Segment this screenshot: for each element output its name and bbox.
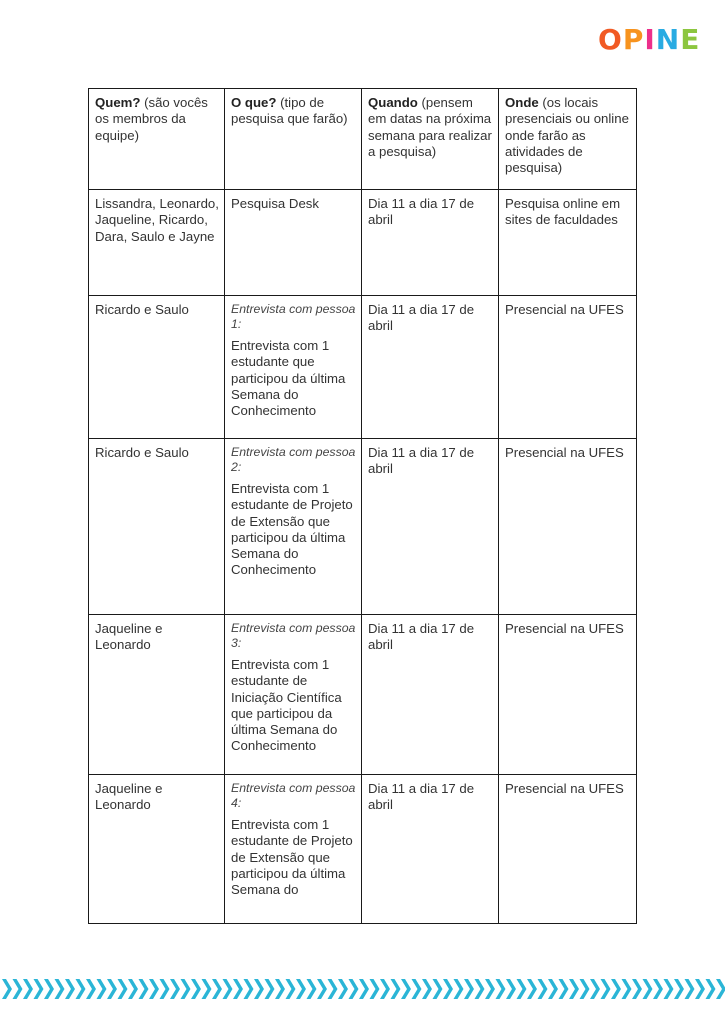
border-leaf-shape <box>601 979 611 999</box>
border-leaf-shape <box>233 979 243 999</box>
cell-oque-label: Entrevista com pessoa 4: <box>231 781 356 810</box>
border-leaf-shape <box>685 979 695 999</box>
border-leaf-shape <box>160 979 170 999</box>
cell-oque <box>225 615 362 775</box>
border-leaf-shape <box>97 979 107 999</box>
border-leaf-shape <box>212 979 222 999</box>
border-leaf-shape <box>202 979 212 999</box>
opine-logo <box>598 24 700 54</box>
border-leaf-shape <box>569 979 579 999</box>
cell-quando: Dia 11 a dia 17 de abril <box>362 775 499 924</box>
border-leaf-shape <box>527 979 537 999</box>
border-leaf-shape <box>107 979 117 999</box>
cell-quando: Dia 11 a dia 17 de abril <box>362 296 499 439</box>
border-leaf-shape <box>254 979 264 999</box>
border-leaf-shape <box>391 979 401 999</box>
border-leaf-shape <box>590 979 600 999</box>
border-leaf-shape <box>317 979 327 999</box>
cell-oque <box>225 190 362 296</box>
border-leaf-shape <box>13 979 23 999</box>
border-leaf-shape <box>370 979 380 999</box>
border-leaf-shape <box>86 979 96 999</box>
border-leaf-shape <box>44 979 54 999</box>
border-leaf-shape <box>580 979 590 999</box>
logo-letter-n: N <box>655 22 681 56</box>
cell-quem: Lissandra, Leonardo, Jaqueline, Ricardo, Dara, Saulo e Jayne <box>89 190 225 296</box>
border-leaf-shape <box>517 979 527 999</box>
border-leaf-shape <box>443 979 453 999</box>
logo-letter-o: O <box>598 22 623 56</box>
border-leaf-shape <box>181 979 191 999</box>
border-leaf-shape <box>307 979 317 999</box>
cell-oque-label: Entrevista com pessoa 2: <box>231 445 356 474</box>
border-leaf-shape <box>244 979 254 999</box>
header-quando-bold: Quando <box>368 95 418 110</box>
header-quando-rest: (pensem em datas na próxima semana para realizar a pesquisa) <box>368 95 492 159</box>
border-leaf-shape <box>23 979 33 999</box>
cell-oque-text: Entrevista com 1 estudante que participou da última Semana do Conhecimento <box>231 338 346 419</box>
border-leaf-shape <box>191 979 201 999</box>
border-leaf-shape <box>359 979 369 999</box>
logo-letter-e: E <box>680 22 701 56</box>
border-leaf-shape <box>65 979 75 999</box>
cell-onde: Presencial na UFES <box>499 615 637 775</box>
header-oque-rest: (tipo de pesquisa que farão) <box>231 95 348 127</box>
table-row <box>89 190 637 296</box>
decorative-footer-border <box>0 976 725 1002</box>
header-oque-bold: O que? <box>231 95 277 110</box>
header-quem-bold: Quem? <box>95 95 141 110</box>
cell-quem: Jaqueline e Leonardo <box>89 775 225 924</box>
logo-letter-i: I <box>644 22 656 56</box>
border-leaf-shape <box>674 979 684 999</box>
cell-quem: Jaqueline e Leonardo <box>89 615 225 775</box>
border-leaf-shape <box>275 979 285 999</box>
border-leaf-shape <box>128 979 138 999</box>
border-leaf-shape <box>265 979 275 999</box>
table-row <box>89 775 637 924</box>
border-leaf-shape <box>622 979 632 999</box>
cell-onde: Presencial na UFES <box>499 775 637 924</box>
border-leaf-shape <box>433 979 443 999</box>
border-leaf-shape <box>653 979 663 999</box>
cell-quem: Ricardo e Saulo <box>89 439 225 615</box>
cell-oque-text: Entrevista com 1 estudante de Iniciação Científica que participou da última Semana do Conhecimento <box>231 657 342 754</box>
border-leaf-shape <box>380 979 390 999</box>
border-leaf-shape <box>706 979 716 999</box>
logo-letter-p: P <box>622 22 645 56</box>
header-onde-bold: Onde <box>505 95 539 110</box>
border-leaf-shape <box>149 979 159 999</box>
border-leaf-shape <box>496 979 506 999</box>
cell-oque-text: Entrevista com 1 estudante de Projeto de Extensão que participou da última Semana do <box>231 817 353 898</box>
cell-quando: Dia 11 a dia 17 de abril <box>362 190 499 296</box>
border-leaf-shape <box>118 979 128 999</box>
border-leaf-shape <box>223 979 233 999</box>
research-plan-table <box>88 88 637 924</box>
border-leaf-shape <box>485 979 495 999</box>
border-leaf-shape <box>695 979 705 999</box>
header-quem-rest: (são vocês os membros da equipe) <box>95 95 208 143</box>
border-leaf-shape <box>464 979 474 999</box>
border-leaf-shape <box>611 979 621 999</box>
border-leaf-shape <box>170 979 180 999</box>
table-header-row <box>89 89 637 190</box>
border-leaf-shape <box>328 979 338 999</box>
cell-onde: Presencial na UFES <box>499 439 637 615</box>
border-leaf-shape <box>643 979 653 999</box>
border-leaf-shape <box>286 979 296 999</box>
header-quem <box>89 89 225 190</box>
border-leaf-shape <box>506 979 516 999</box>
border-leaf-shape <box>475 979 485 999</box>
border-leaf-shape <box>454 979 464 999</box>
table-row <box>89 296 637 439</box>
border-leaf-shape <box>538 979 548 999</box>
border-leaf-shape <box>296 979 306 999</box>
border-leaf-shape <box>559 979 569 999</box>
cell-quando: Dia 11 a dia 17 de abril <box>362 615 499 775</box>
border-leaf-shape <box>338 979 348 999</box>
border-leaf-shape <box>412 979 422 999</box>
border-leaf-shape <box>548 979 558 999</box>
border-leaf-shape <box>2 979 12 999</box>
table-row <box>89 615 637 775</box>
cell-oque-label: Entrevista com pessoa 3: <box>231 621 356 650</box>
cell-onde: Pesquisa online em sites de faculdades <box>499 190 637 296</box>
border-leaf-shape <box>139 979 149 999</box>
border-leaf-shape <box>349 979 359 999</box>
header-oque <box>225 89 362 190</box>
table-row <box>89 439 637 615</box>
cell-oque <box>225 439 362 615</box>
header-onde <box>499 89 637 190</box>
border-leaf-shape <box>664 979 674 999</box>
border-leaf-shape <box>401 979 411 999</box>
cell-onde: Presencial na UFES <box>499 296 637 439</box>
cell-oque-text: Entrevista com 1 estudante de Projeto de Extensão que participou da última Semana do Conhecimento <box>231 481 353 578</box>
border-leaf-shape <box>716 979 725 999</box>
cell-oque <box>225 296 362 439</box>
border-leaf-shape <box>632 979 642 999</box>
cell-quando: Dia 11 a dia 17 de abril <box>362 439 499 615</box>
cell-oque <box>225 775 362 924</box>
header-onde-rest: (os locais presenciais ou online onde farão as atividades de pesquisa) <box>505 95 629 176</box>
border-leaf-shape <box>34 979 44 999</box>
cell-oque-text: Pesquisa Desk <box>231 196 319 211</box>
cell-quem: Ricardo e Saulo <box>89 296 225 439</box>
border-leaf-shape <box>422 979 432 999</box>
header-quando <box>362 89 499 190</box>
border-leaf-shape <box>76 979 86 999</box>
cell-oque-label: Entrevista com pessoa 1: <box>231 302 356 331</box>
border-leaf-shape <box>55 979 65 999</box>
